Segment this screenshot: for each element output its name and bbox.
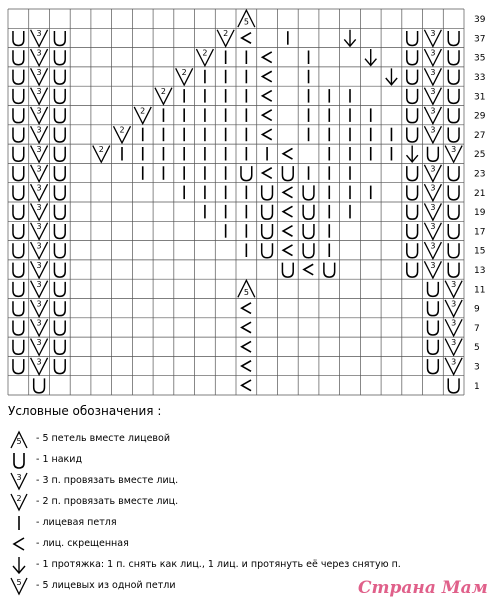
yarn-over-icon	[407, 70, 418, 84]
dec5-label: 5	[243, 17, 249, 27]
k3tog-label: 3	[36, 338, 42, 348]
yarn-over-icon	[407, 128, 418, 142]
k3tog-label: 3	[430, 260, 436, 270]
k2tog-icon	[8, 492, 30, 512]
yarn-over-icon	[448, 108, 459, 122]
legend-text: - 5 лицевых из одной петли	[36, 580, 176, 591]
k3tog-label: 3	[36, 87, 42, 97]
yarn-over-icon	[324, 263, 335, 277]
yarn-over-icon	[13, 340, 24, 354]
k3tog-label: 3	[430, 125, 436, 135]
yo-icon	[8, 450, 30, 470]
yarn-over-icon	[448, 378, 459, 392]
k3tog-label: 3	[36, 222, 42, 232]
k2tog-label: 2	[181, 67, 187, 77]
k3tog-label: 3	[430, 67, 436, 77]
yarn-over-icon	[54, 31, 65, 45]
row-number: 15	[474, 246, 486, 257]
yarn-over-icon	[13, 263, 24, 277]
twisted-knit-icon	[242, 322, 251, 333]
svg-text:5: 5	[16, 577, 22, 587]
yarn-over-icon	[54, 243, 65, 257]
yarn-over-icon	[303, 224, 314, 238]
row-number: 25	[474, 150, 486, 161]
yarn-over-icon	[428, 147, 439, 161]
legend-item	[8, 533, 478, 554]
yarn-over-icon	[448, 205, 459, 219]
yarn-over-icon	[428, 340, 439, 354]
k3tog-label: 3	[451, 357, 457, 367]
yarn-over-icon	[54, 185, 65, 199]
yarn-over-icon	[303, 243, 314, 257]
yarn-over-icon	[282, 263, 293, 277]
yarn-over-icon	[428, 321, 439, 335]
legend	[8, 404, 478, 596]
svg-text:3: 3	[16, 472, 22, 482]
yarn-over-icon	[428, 359, 439, 373]
row-number: 3	[474, 362, 480, 373]
legend-text: - 2 п. провязать вместе лиц.	[36, 496, 179, 507]
k3tog-label: 3	[451, 145, 457, 155]
legend-text: - 1 накид	[36, 454, 83, 465]
yarn-over-icon	[13, 108, 24, 122]
yarn-over-icon	[448, 70, 459, 84]
yarn-over-icon	[13, 147, 24, 161]
k3tog-label: 3	[430, 48, 436, 58]
k2tog-label: 2	[119, 125, 125, 135]
k3tog-label: 3	[430, 29, 436, 39]
yarn-over-icon	[54, 321, 65, 335]
svg-text:5: 5	[16, 436, 22, 446]
yarn-over-icon	[407, 89, 418, 103]
k3tog-icon	[8, 471, 30, 491]
k3tog-label: 3	[36, 260, 42, 270]
twisted-knit-icon	[242, 33, 251, 44]
yarn-over-icon	[13, 185, 24, 199]
twisted-knit-icon	[242, 341, 251, 352]
yarn-over-icon	[448, 166, 459, 180]
k2tog-label: 2	[98, 145, 104, 155]
legend-item	[8, 491, 478, 512]
k3tog-label: 3	[430, 164, 436, 174]
yarn-over-icon	[54, 224, 65, 238]
twisted-knit-icon	[262, 52, 271, 63]
k3tog-label: 3	[430, 202, 436, 212]
k3tog-label: 3	[430, 222, 436, 232]
yarn-over-icon	[241, 166, 252, 180]
yarn-over-icon	[407, 263, 418, 277]
yarn-over-icon	[407, 205, 418, 219]
yarn-over-icon	[428, 301, 439, 315]
yarn-over-icon	[262, 224, 273, 238]
twisted-knit-icon	[283, 187, 292, 198]
twisted-knit-icon	[283, 226, 292, 237]
k3tog-label: 3	[36, 299, 42, 309]
yarn-over-icon	[303, 185, 314, 199]
k2tog-label: 2	[140, 106, 146, 116]
k3tog-label: 3	[36, 318, 42, 328]
yarn-over-icon	[303, 205, 314, 219]
yarn-over-icon	[54, 50, 65, 64]
yarn-over-icon	[54, 128, 65, 142]
k3tog-label: 3	[36, 145, 42, 155]
knit-icon	[8, 513, 30, 533]
legend-item	[8, 512, 478, 533]
row-number: 39	[474, 15, 486, 26]
dec5-icon	[8, 429, 30, 449]
yarn-over-icon	[54, 89, 65, 103]
yarn-over-icon	[448, 185, 459, 199]
row-number: 19	[474, 208, 486, 219]
yarn-over-icon	[54, 205, 65, 219]
yarn-over-icon	[13, 224, 24, 238]
yarn-over-icon	[54, 359, 65, 373]
yarn-over-icon	[54, 301, 65, 315]
legend-text: - 1 протяжка: 1 п. снять как лиц., 1 лиц. и протянуть её через снятую п.	[36, 559, 401, 570]
yarn-over-icon	[13, 50, 24, 64]
yarn-over-icon	[407, 108, 418, 122]
yarn-over-icon	[13, 166, 24, 180]
row-number: 21	[474, 188, 486, 199]
yarn-over-icon	[448, 89, 459, 103]
yarn-over-icon	[13, 321, 24, 335]
yarn-over-icon	[54, 340, 65, 354]
yarn-over-icon	[407, 50, 418, 64]
k3tog-label: 3	[36, 29, 42, 39]
k3tog-label: 3	[451, 338, 457, 348]
row-number: 9	[474, 304, 480, 315]
legend-title: Условные обозначения :	[8, 404, 162, 418]
yarn-over-icon	[54, 282, 65, 296]
yarn-over-icon	[54, 263, 65, 277]
yarn-over-icon	[448, 224, 459, 238]
k2tog-label: 2	[160, 87, 167, 97]
yarn-over-icon	[407, 185, 418, 199]
row-number: 5	[474, 343, 480, 354]
k3tog-label: 3	[430, 183, 436, 193]
yarn-over-icon	[13, 31, 24, 45]
k3tog-label: 3	[36, 183, 42, 193]
yarn-over-icon	[448, 128, 459, 142]
twisted-knit-icon	[8, 534, 30, 554]
yarn-over-icon	[407, 31, 418, 45]
yarn-over-icon	[13, 70, 24, 84]
k3tog-label: 3	[36, 106, 42, 116]
k3tog-label: 3	[36, 67, 42, 77]
yarn-over-icon	[54, 70, 65, 84]
yarn-over-icon	[13, 282, 24, 296]
twisted-knit-icon	[262, 168, 271, 179]
yarn-over-icon	[407, 224, 418, 238]
k3tog-label: 3	[36, 48, 42, 58]
k3tog-label: 3	[36, 125, 42, 135]
dec5-label: 5	[243, 287, 249, 297]
yarn-over-icon	[262, 243, 273, 257]
inc5-icon	[8, 576, 30, 596]
row-number: 7	[474, 323, 480, 334]
svg-text:2: 2	[16, 493, 22, 503]
row-number: 33	[474, 73, 486, 84]
twisted-knit-icon	[242, 380, 251, 391]
k3tog-label: 3	[430, 106, 436, 116]
legend-text: - 5 петель вместе лицевой	[36, 433, 171, 444]
legend-item	[8, 449, 478, 470]
yarn-over-icon	[13, 301, 24, 315]
row-number: 1	[474, 381, 480, 392]
k3tog-label: 3	[36, 280, 42, 290]
twisted-knit-icon	[262, 91, 271, 102]
row-number: 13	[474, 266, 486, 277]
row-number: 27	[474, 130, 486, 141]
yarn-over-icon	[448, 243, 459, 257]
yarn-over-icon	[262, 205, 273, 219]
row-number: 37	[474, 34, 486, 45]
pull-through-icon	[8, 555, 30, 575]
row-number: 11	[474, 285, 486, 296]
twisted-knit-icon	[283, 206, 292, 217]
twisted-knit-icon	[283, 148, 292, 159]
row-number: 31	[474, 92, 486, 103]
k3tog-label: 3	[36, 241, 42, 251]
k3tog-label: 3	[36, 202, 42, 212]
k3tog-label: 3	[36, 357, 42, 367]
yarn-over-icon	[407, 243, 418, 257]
row-number: 35	[474, 53, 486, 64]
row-number: 17	[474, 227, 486, 238]
yarn-over-icon	[428, 282, 439, 296]
legend-text: - лицевая петля	[36, 517, 117, 528]
k3tog-label: 3	[451, 280, 457, 290]
yarn-over-icon	[13, 128, 24, 142]
twisted-knit-icon	[262, 71, 271, 82]
legend-item	[8, 470, 478, 491]
yarn-over-icon	[13, 205, 24, 219]
watermark: Страна Мам	[358, 578, 488, 598]
yarn-over-icon	[54, 166, 65, 180]
k3tog-label: 3	[430, 241, 436, 251]
yarn-over-icon	[54, 108, 65, 122]
yarn-over-icon	[262, 185, 273, 199]
k3tog-label: 3	[451, 299, 457, 309]
k3tog-label: 3	[36, 164, 42, 174]
twisted-knit-icon	[262, 110, 271, 121]
k3tog-label: 3	[430, 87, 436, 97]
yarn-over-icon	[13, 243, 24, 257]
k3tog-label: 3	[451, 318, 457, 328]
row-number: 23	[474, 169, 486, 180]
yarn-over-icon	[448, 263, 459, 277]
yarn-over-icon	[448, 31, 459, 45]
twisted-knit-icon	[304, 264, 313, 275]
yarn-over-icon	[13, 89, 24, 103]
legend-text: - 3 п. провязать вместе лиц.	[36, 475, 179, 486]
twisted-knit-icon	[242, 361, 251, 372]
yarn-over-icon	[448, 50, 459, 64]
yarn-over-icon	[407, 166, 418, 180]
yarn-over-icon	[34, 378, 45, 392]
twisted-knit-icon	[283, 245, 292, 256]
twisted-knit-icon	[262, 129, 271, 140]
yarn-over-icon	[282, 166, 293, 180]
legend-text: - лиц. скрещенная	[36, 538, 129, 549]
legend-item	[8, 554, 478, 575]
k2tog-label: 2	[223, 29, 229, 39]
twisted-knit-icon	[242, 303, 251, 314]
legend-item	[8, 428, 478, 449]
yarn-over-icon	[54, 147, 65, 161]
row-number: 29	[474, 111, 486, 122]
k2tog-label: 2	[202, 48, 208, 58]
yarn-over-icon	[13, 359, 24, 373]
